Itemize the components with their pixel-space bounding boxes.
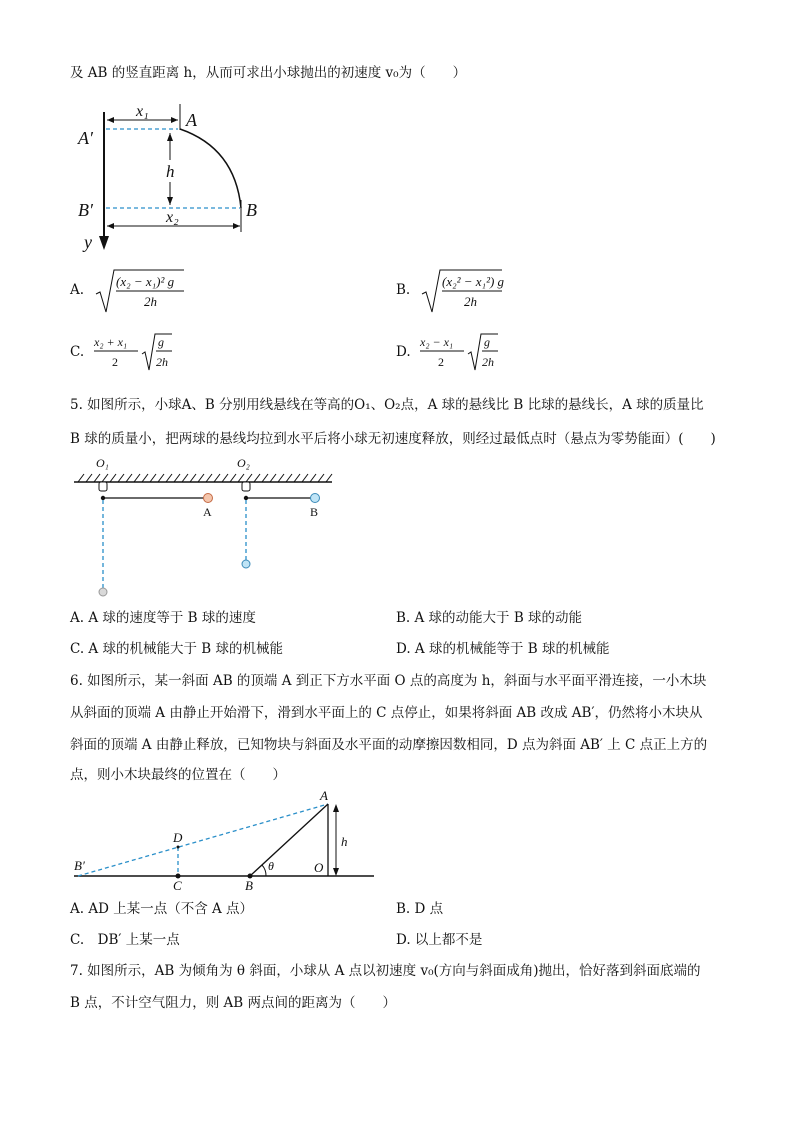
q5-option-B[interactable]: B. A 球的动能大于 B 球的动能 — [396, 610, 583, 626]
label-y: y — [84, 232, 92, 252]
svg-text:g: g — [158, 335, 164, 349]
label-A: A — [186, 110, 197, 130]
q4-intro: 及 AB 的竖直距离 h，从而可求出小球抛出的初速度 v₀为（ ） — [70, 65, 467, 81]
label-B: B — [246, 200, 257, 220]
q5-line1: 5. 如图所示，小球A、B 分别用线悬线在等高的O₁、O₂点，A 球的悬线比 B 比球的悬线长，A 球的质量比 — [70, 397, 704, 413]
label-theta: θ — [268, 859, 274, 873]
label-B-prime: B′ — [78, 200, 93, 220]
label-D: D — [173, 830, 183, 845]
label-h: h — [166, 162, 175, 181]
svg-text:(x₂ − x₁)² g: (x₂ − x₁)² g — [116, 274, 175, 289]
label-O1: O₁ — [96, 456, 109, 470]
q4-option-A[interactable]: A. (x₂ − x₁)² g 2h — [70, 266, 270, 316]
q4-figure — [70, 100, 290, 260]
label-A: A — [320, 788, 328, 803]
label-B-prime: B′ — [74, 858, 85, 873]
q5-option-C[interactable]: C. A 球的机械能大于 B 球的机械能 — [70, 641, 283, 657]
svg-text:2: 2 — [112, 355, 118, 369]
ball-A-low — [99, 588, 107, 596]
q5-figure — [70, 456, 340, 601]
label-O2: O₂ — [237, 456, 250, 470]
q7-line2: B 点，不计空气阻力，则 AB 两点间的距离为（ ） — [70, 995, 396, 1011]
q6-line1: 6. 如图所示，某一斜面 AB 的顶端 A 到正下方水平面 O 点的高度为 h，斜面与水平面平滑连接，一小木块 — [70, 673, 707, 689]
trajectory-arc — [180, 129, 241, 208]
svg-text:2h: 2h — [482, 355, 494, 369]
q5-line2: B 球的质量小，把两球的悬线均拉到水平后将小球无初速度释放，则经过最低点时（悬点为零势能面）( ) — [70, 431, 716, 447]
label-A-prime: A′ — [78, 128, 93, 148]
q6-option-B[interactable]: B. D 点 — [396, 901, 444, 917]
q7-line1: 7. 如图所示，AB 为倾角为 θ 斜面，小球从 A 点以初速度 v₀(方向与斜面成角)抛出，恰好落到斜面底端的 — [70, 963, 701, 979]
q4-option-D[interactable]: D. x₂ − x₁ 2 g 2h — [396, 332, 596, 376]
q6-figure — [70, 790, 380, 896]
q6-line2: 从斜面的顶端 A 由静止开始滑下，滑到水平面上的 C 点停止，如果将斜面 AB 改成 AB′，仍然将小木块从 — [70, 705, 703, 721]
label-h: h — [341, 834, 348, 849]
label-x2: x₂ — [166, 209, 179, 226]
formula-B — [418, 266, 588, 316]
q4-option-C[interactable]: C. x₂ + x₁ 2 g 2h — [70, 332, 270, 376]
label-ball-A: A — [203, 505, 212, 519]
svg-text:2h: 2h — [156, 355, 168, 369]
ball-B — [311, 494, 320, 503]
svg-text:x₂ + x₁: x₂ + x₁ — [94, 335, 128, 349]
svg-text:(x₂² − x₁²) g: (x₂² − x₁²) g — [442, 274, 505, 289]
q6-line4: 点，则小木块最终的位置在（ ） — [70, 767, 286, 783]
formula-A — [92, 266, 262, 316]
y-axis-arrow — [99, 236, 109, 250]
svg-text:2: 2 — [438, 355, 444, 369]
svg-text:2h: 2h — [464, 294, 477, 309]
q5-option-D[interactable]: D. A 球的机械能等于 B 球的机械能 — [396, 641, 610, 657]
q5-option-A[interactable]: A. A 球的速度等于 B 球的速度 — [70, 610, 256, 626]
ball-B-low — [242, 560, 250, 568]
formula-C — [92, 332, 262, 376]
label-C: C — [173, 878, 182, 893]
q6-option-C[interactable]: C. DB′ 上某一点 — [70, 932, 180, 948]
svg-text:2h: 2h — [144, 294, 157, 309]
q6-option-A[interactable]: A. AD 上某一点（不含 A 点） — [70, 901, 254, 917]
formula-D — [418, 332, 588, 376]
q6-option-D[interactable]: D. 以上都不是 — [396, 932, 483, 948]
q6-line3: 斜面的顶端 A 由静止释放，已知物块与斜面及水平面的动摩擦因数相同，D 点为斜面 AB′ 上 C 点正上方的 — [70, 737, 708, 753]
svg-text:x₂ − x₁: x₂ − x₁ — [420, 335, 454, 349]
label-O: O — [314, 860, 324, 875]
label-x1: x₁ — [136, 103, 149, 120]
label-B: B — [245, 878, 253, 893]
label-ball-B: B — [310, 505, 319, 519]
svg-text:g: g — [484, 335, 490, 349]
q4-option-B[interactable]: B. (x₂² − x₁²) g 2h — [396, 266, 596, 316]
ball-A — [204, 494, 213, 503]
